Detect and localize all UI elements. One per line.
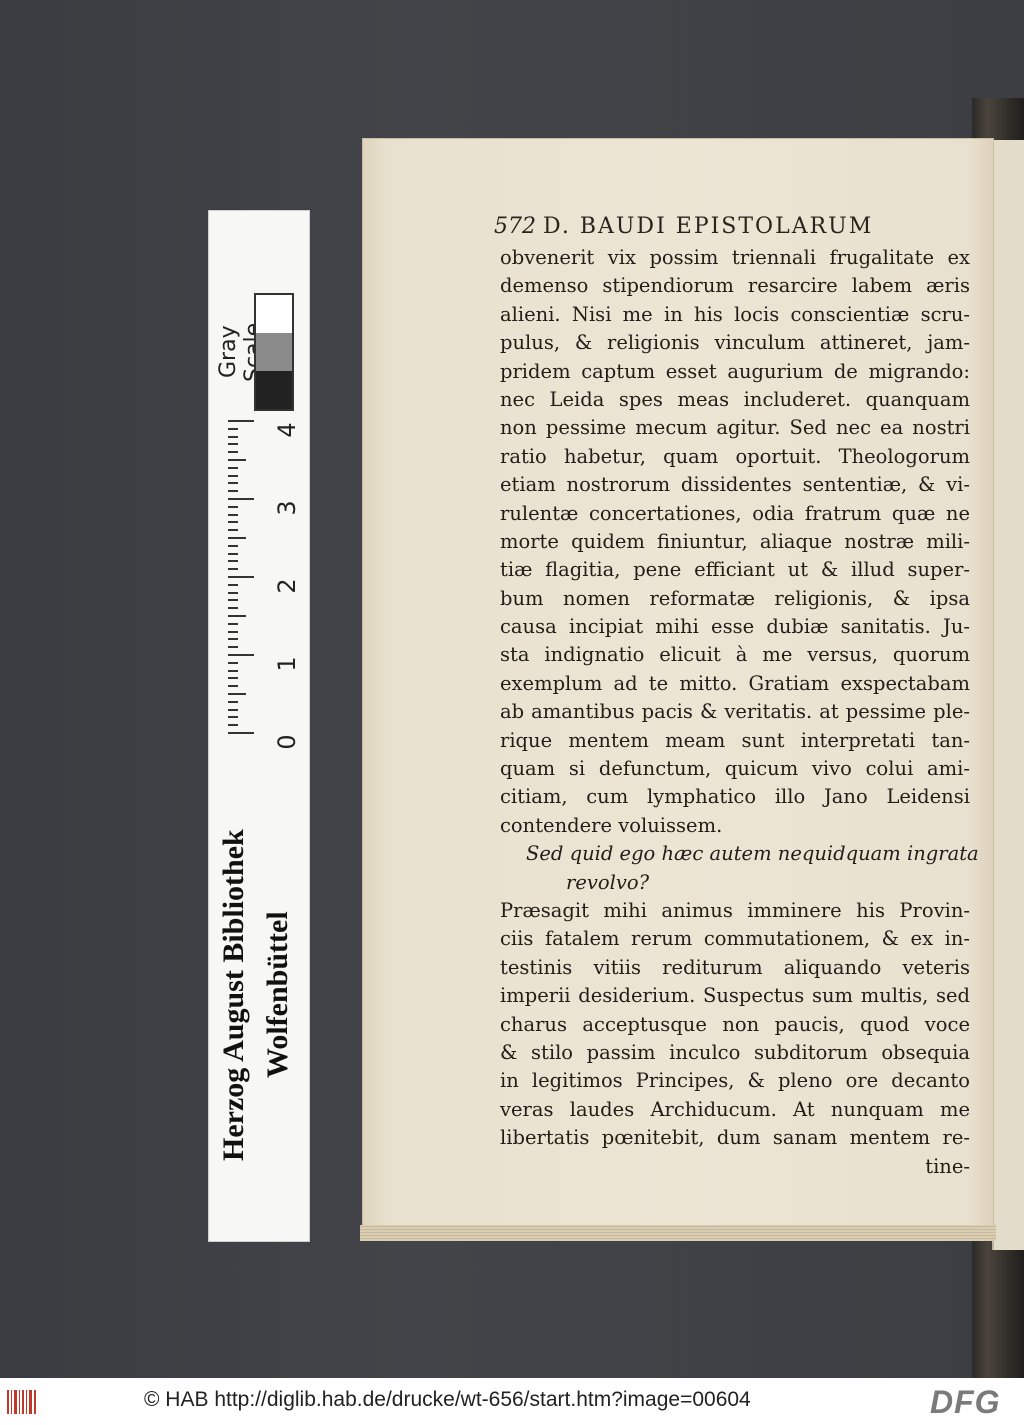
ruler-tick [228, 662, 238, 664]
text-line: rulentæ concertationes, odia fratrum quæ ne [500, 501, 970, 525]
ruler-tick [228, 459, 246, 461]
ruler-number: 3 [273, 500, 301, 516]
ruler-tick [228, 646, 238, 648]
ruler-tick [228, 638, 238, 640]
text-line: etiam nostrorum dissidentes sententiæ, & vi- [500, 473, 970, 497]
text-line: imperii desiderium. Suspectus sum multis, sed [500, 984, 970, 1008]
ruler-tick [228, 623, 238, 625]
ruler-tick [228, 428, 238, 430]
adjacent-page-edge [992, 140, 1024, 1250]
text-line: Præsagit mihi animus imminere his Provin- [500, 898, 970, 922]
text-line: contendere voluissem. [500, 813, 723, 837]
text-line: bum nomen reformatæ religionis, & ipsa [500, 586, 970, 610]
ruler-tick [228, 701, 238, 703]
ruler-tick [228, 732, 254, 734]
text-line: libertatis pœnitebit, dum sanam mentem re- [500, 1126, 970, 1150]
text-line: charus acceptusque non paucis, quod voce [500, 1012, 970, 1036]
text-line: pulus, & religionis vinculum attineret, jam- [500, 331, 970, 355]
text-line: alieni. Nisi me in his locis conscientiæ scru- [500, 302, 970, 326]
text-line: nec Leida spes meas includeret. quanquam [500, 387, 970, 411]
ruler-tick [228, 654, 254, 656]
verse-line: Sed quid ego hæc autem nequidquam ingrata [526, 842, 979, 866]
gray-swatch-mid [256, 333, 292, 371]
gray-scale-swatches [254, 293, 294, 411]
gray-scale-label: Gray [216, 325, 241, 379]
verse-line: revolvo? [566, 870, 650, 894]
running-title: D. BAUDI EPISTOLARUM [543, 214, 874, 239]
ruler-tick [228, 724, 238, 726]
ruler-tick [228, 607, 238, 609]
ruler-tick [228, 677, 238, 679]
barcode-icon [6, 1388, 38, 1416]
footer-bar [0, 1378, 1024, 1425]
ruler-tick [228, 631, 238, 633]
ruler-tick [228, 514, 238, 516]
text-line: ab amantibus pacis & veritatis. at pessime ple- [500, 700, 970, 724]
ruler-number: 4 [273, 422, 301, 438]
ruler-tick [228, 670, 238, 672]
text-line: ciis fatalem rerum commutationem, & ex in- [500, 927, 970, 951]
ruler-tick [228, 599, 238, 601]
ruler-tick [228, 467, 238, 469]
ruler-tick [228, 451, 238, 453]
ruler-tick [228, 529, 238, 531]
ruler-tick [228, 545, 238, 547]
ruler-tick [228, 709, 238, 711]
ruler-tick [228, 716, 238, 718]
text-line: ratio habetur, quam oportuit. Theologorum [500, 444, 970, 468]
ruler-tick [228, 560, 238, 562]
copyright-url[interactable]: © HAB http://diglib.hab.de/drucke/wt-656/start.htm?image=00604 [144, 1388, 751, 1411]
text-line: in legitimos Principes, & pleno ore decanto [500, 1069, 970, 1093]
gray-swatch-white [256, 295, 292, 333]
ruler-tick [228, 443, 238, 445]
ruler-tick [228, 576, 254, 578]
page-stack-edge [360, 1225, 996, 1241]
ruler-tick [228, 436, 238, 438]
ruler-tick [228, 521, 238, 523]
ruler-tick [228, 498, 254, 500]
text-line: rique mentem meam sunt interpretati tan- [500, 728, 970, 752]
text-line: demenso stipendiorum resarcire labem æris [500, 274, 970, 298]
catchword: tine- [925, 1154, 970, 1178]
text-line: morte quidem finiuntur, aliaque nostræ mili- [500, 529, 970, 553]
ruler-tick [228, 475, 238, 477]
gray-swatch-black [256, 371, 292, 409]
dfg-logo: DFG [930, 1384, 1001, 1420]
ruler-tick [228, 568, 238, 570]
text-line: testinis vitiis rediturum aliquando veteris [500, 955, 970, 979]
text-line: citiam, cum lymphatico illo Jano Leidensi [500, 785, 970, 809]
ruler-tick [228, 482, 238, 484]
text-line: tiæ flagitia, pene efficiant ut & illud super- [500, 558, 970, 582]
ruler-ticks [228, 420, 256, 750]
text-line: causa incipiat mihi esse dubiæ sanitatis. Ju- [500, 615, 970, 639]
text-line: pridem captum esset augurium de migrando: [500, 359, 970, 383]
text-line: veras laudes Archiducum. At nunquam me [500, 1097, 970, 1121]
ruler-tick [228, 553, 238, 555]
ruler-tick [228, 506, 238, 508]
ruler-tick [228, 693, 246, 695]
ruler-tick [228, 537, 246, 539]
library-name [212, 760, 304, 1230]
library-name-line1: Herzog August Bibliothek [217, 829, 250, 1161]
text-line: exemplum ad te mitto. Gratiam exspectabam [500, 671, 970, 695]
text-line: sta indignatio elicuit à me versus, quorum [500, 643, 970, 667]
ruler-number: 2 [273, 578, 301, 594]
text-line: non pessime mecum agitur. Sed nec ea nostri [500, 416, 970, 440]
text-line: obvenerit vix possim triennali frugalitate ex [500, 246, 970, 269]
ruler-tick [228, 615, 246, 617]
library-name-line2: Wolfenbüttel [261, 911, 294, 1079]
ruler-number: 0 [273, 734, 301, 750]
page-number: 572 [494, 214, 536, 239]
ruler-tick [228, 490, 238, 492]
body-text [500, 244, 979, 1181]
ruler-tick [228, 420, 254, 422]
text-line: quam si defunctum, quicum vivo colui ami- [500, 757, 970, 781]
text-line: & stilo passim inculco subditorum obsequia [500, 1040, 970, 1064]
ruler-tick [228, 592, 238, 594]
ruler-tick [228, 584, 238, 586]
ruler-tick [228, 685, 238, 687]
ruler-number: 1 [273, 656, 301, 672]
